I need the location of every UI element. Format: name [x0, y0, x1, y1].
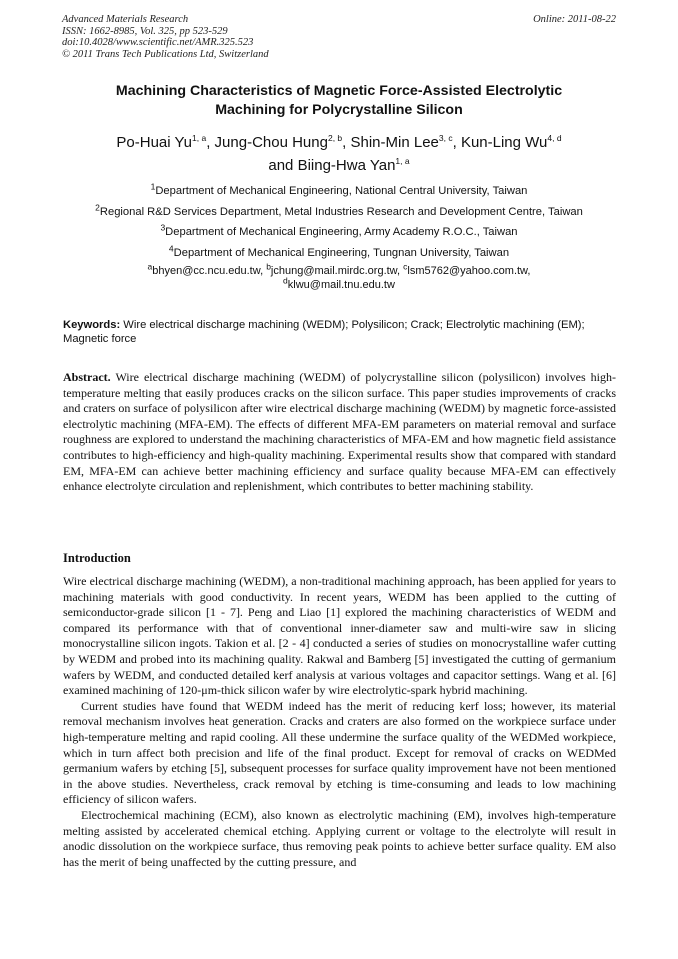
abstract-text: Wire electrical discharge machining (WEDM) of polycrystalline silicon (polysilicon) involves high-temperature melting that easily produces cracks on the silicon surface. This paper studies improvements of cracks and craters on surface of polysilicon after wire electrical discharge machining (WEDM) by magnetic force-assisted electrolytic machining (MFA-EM). The effects of different MFA-EM parameters on material removal and surface roughness are explored to understand the machining characteristics of MFA-EM and how magnetic field assistance contributes to high-efficiency and high-quality machining. Experimental results show that compared with standard EM, MFA-EM can achieve better machining efficiency and surface quality because MFA-EM can effectively enhance electrolyte circulation and replenishment, which contributes to better machining stability. [63, 370, 616, 494]
paper-title [40, 82, 638, 120]
author-affil-mark: 3, c [438, 133, 453, 143]
paragraph: Wire electrical discharge machining (WEDM), a non-traditional machining approach, has been applied for years to machining materials with good conductivity. In recent years, WEDM has been applied to the cutting of semiconductor-grade silicon [1 - 7]. Peng and Liao [1] explored the machining characteristics of WEDM and compared its performance with that of conventional inner-diameter saw and multi-wire saw in slicing monocrystalline silicon ingots. Takion et al. [2 - 4] conducted a series of studies on monocrystalline wafer cutting by WEDM and probed into its machining quality. Rakwal and Bamberg [5] investigated the cutting of germanium wafers by WEDM, and conducted detailed kerf analysis at various voltages and capacitor settings. Wang et al. [6] examined machining of 120-μm-thick silicon wafer by wire electrolytic-spark hybrid machining. [63, 574, 616, 698]
email-mark: c [403, 261, 408, 272]
affiliation-text: Department of Mechanical Engineering, Army Academy R.O.C., Taiwan [165, 226, 518, 238]
affiliation-number: 3 [160, 222, 166, 233]
author-name: Po-Huai Yu [116, 134, 193, 151]
author-row-2 [30, 154, 648, 177]
email-mark: d [283, 274, 288, 285]
email-list [30, 261, 648, 292]
affiliation [30, 222, 648, 243]
paper-title-line-2: Machining for Polycrystalline Silicon [215, 102, 463, 118]
affiliation-text: Regional R&D Services Department, Metal Industries Research and Development Centre, Taiwan [99, 205, 583, 218]
affiliation-number: 2 [95, 201, 100, 212]
email-row-2 [30, 274, 648, 293]
keywords [63, 318, 616, 346]
email-address[interactable]: bhyen@cc.ncu.edu.tw, [152, 265, 267, 277]
affiliation-list [30, 181, 648, 263]
author-affil-mark: 1, a [395, 156, 410, 166]
affiliation [30, 181, 648, 202]
affiliation [30, 202, 648, 223]
abstract-label: Abstract. [63, 370, 111, 384]
online-date: Online: 2011-08-22 [533, 14, 616, 25]
author-affil-mark: 4, d [547, 133, 562, 143]
affiliation-number: 4 [168, 242, 174, 253]
author-name: Biing-Hwa Yan [297, 157, 396, 174]
keywords-text: Wire electrical discharge machining (WEDM); Polysilicon; Crack; Electrolytic machining (EM); Magnetic force [63, 319, 585, 345]
author-conjunction: and [268, 157, 294, 174]
email-address[interactable]: klwu@mail.tnu.edu.tw [287, 278, 395, 291]
paper-title-line-1: Machining Characteristics of Magnetic Force-Assisted Electrolytic [115, 83, 563, 99]
email-mark: a [147, 261, 153, 272]
author-name: Shin-Min Lee [350, 134, 439, 151]
author-row-1: Po-Huai Yu$^{1, a}$, Jung-Chou Hung$^{2, b}$, Shin-Min Lee$^{3, c}$, Kun-Ling Wu$^{4, d}$ [116, 133, 562, 151]
affiliation-text: Department of Mechanical Engineering, National Central University, Taiwan [155, 185, 528, 197]
email-address[interactable]: lsm5762@yahoo.com.tw, [407, 265, 531, 277]
paragraph: Electrochemical machining (ECM), also known as electrolytic machining (EM), involves high-temperature melting assisted by accelerated chemical etching. Applying current or voltage to the electrolyte will result in anodic dissolution on the workpiece surface, thus removing peak points to achieve better surface quality. EM also has the merit of being unaffected by the cutting pressure, and [63, 807, 616, 869]
author-affil-mark: 1, a [192, 133, 207, 143]
paragraph: Current studies have found that WEDM indeed has the merit of reducing kerf loss; however, its material removal mechanism involves heat generation. Cracks and craters are also formed on the workpiece surface under high-temperature melting and rapid cooling. All these undermine the surface quality of the WEDMed workpiece, which in turn affect both precision and life of the final product. Except for removal of cracks on WEDMed germanium wafers by etching [5], subsequent processes for surface quality improvement have not been mentioned in the above studies. Nevertheless, crack removal by etching is time-consuming and leads to low machining efficiency of silicon wafers. [63, 698, 616, 807]
abstract [63, 370, 616, 495]
affiliation [30, 243, 648, 264]
affiliation-number: 1 [150, 181, 156, 192]
author-name: Kun-Ling Wu [460, 134, 548, 151]
email-address[interactable]: jchung@mail.mirdc.org.tw, [270, 265, 404, 277]
journal-issn: ISSN: 1662-8985, Vol. 325, pp 523-529 [62, 25, 228, 37]
introduction-body [63, 574, 616, 870]
journal-header [62, 14, 269, 60]
journal-name: Advanced Materials Research [62, 14, 189, 25]
email-mark: b [266, 261, 271, 272]
author-name: Jung-Chou Hung [214, 134, 328, 151]
journal-doi: doi:10.4028/www.scientific.net/AMR.325.523 [62, 37, 254, 48]
email-row-1 [30, 261, 648, 279]
affiliation-text: Department of Mechanical Engineering, Tungnan University, Taiwan [173, 246, 510, 259]
author-affil-mark: 2, b [327, 133, 343, 143]
author-list [30, 131, 648, 177]
keywords-label: Keywords: [63, 319, 121, 331]
introduction-heading: Introduction [63, 551, 131, 565]
journal-copyright: © 2011 Trans Tech Publications Ltd, Switzerland [62, 48, 269, 60]
